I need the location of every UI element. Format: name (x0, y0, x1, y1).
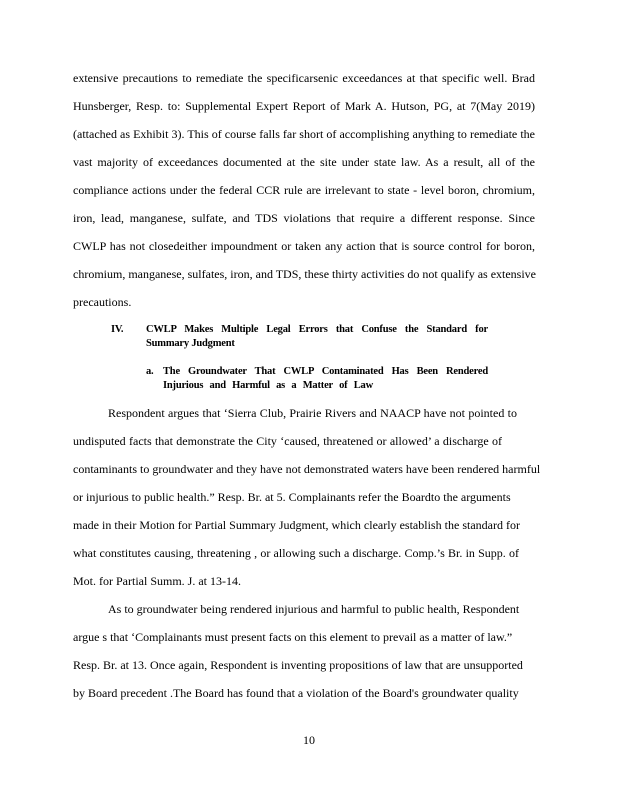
subsection-heading-line: Injurious and Harmful as a Matter of Law (163, 380, 373, 391)
body-text-line: Mot. for Partial Summ. J. at 13-14. (73, 574, 241, 588)
body-text-line: or injurious to public health.” Resp. Br. at 5. Complainants refer the Boardto the arguments (73, 490, 511, 504)
body-text-line: precautions. (73, 295, 132, 309)
body-text-line: undisputed facts that demonstrate the City ‘caused, threatened or allowed’ a discharge of (73, 434, 502, 448)
body-text-line: Resp. Br. at 13. Once again, Respondent is inventing propositions of law that are unsupported (73, 658, 523, 672)
section-heading-line: CWLP Makes Multiple Legal Errors that Confuse the Standard for (146, 324, 488, 335)
body-text-line: contaminants to groundwater and they have not demonstrated waters have been rendered harmful (73, 462, 541, 476)
page-number: 10 (303, 733, 315, 747)
subsection-heading-line: The Groundwater That CWLP Contaminated Has Been Rendered (163, 366, 488, 377)
body-text-line: what constitutes causing, threatening , or allowing such a discharge. Comp.’s Br. in Supp. of (73, 546, 519, 560)
body-text-line: argue s that ‘Complainants must present facts on this element to prevail as a matter of law.” (73, 630, 513, 644)
body-text-line: compliance actions under the federal CCR rule are irrelevant to state - level boron, chromium, (73, 183, 535, 197)
section-heading-line: Summary Judgment (146, 338, 235, 349)
body-text-line: Respondent argues that ‘Sierra Club, Prairie Rivers and NAACP have not pointed to (108, 406, 517, 420)
body-text-line: CWLP has not closedeither impoundment or taken any action that is source control for boron, (73, 239, 535, 253)
body-text-line: extensive precautions to remediate the specificarsenic exceedances at that specific well. Brad (73, 71, 535, 85)
body-text-line: made in their Motion for Partial Summary Judgment, which clearly establish the standard for (73, 518, 520, 532)
section-number: IV. (111, 324, 124, 335)
body-text-line: As to groundwater being rendered injurious and harmful to public health, Respondent (108, 602, 520, 616)
body-text-line: vast majority of exceedances documented at the site under state law. As a result, all of the (73, 155, 535, 169)
body-text-line: by Board precedent .The Board has found that a violation of the Board's groundwater quality (73, 686, 519, 700)
body-text-line: iron, lead, manganese, sulfate, and TDS violations that require a different response. Since (73, 211, 535, 225)
body-text-line: Hunsberger, Resp. to: Supplemental Expert Report of Mark A. Hutson, PG, at 7(May 2019) (73, 99, 535, 113)
body-text-line: chromium, manganese, sulfates, iron, and TDS, these thirty activities do not qualify as extensive (73, 267, 537, 281)
body-text-line: (attached as Exhibit 3). This of course falls far short of accomplishing anything to remediate the (73, 127, 535, 141)
subsection-letter: a. (146, 366, 154, 377)
